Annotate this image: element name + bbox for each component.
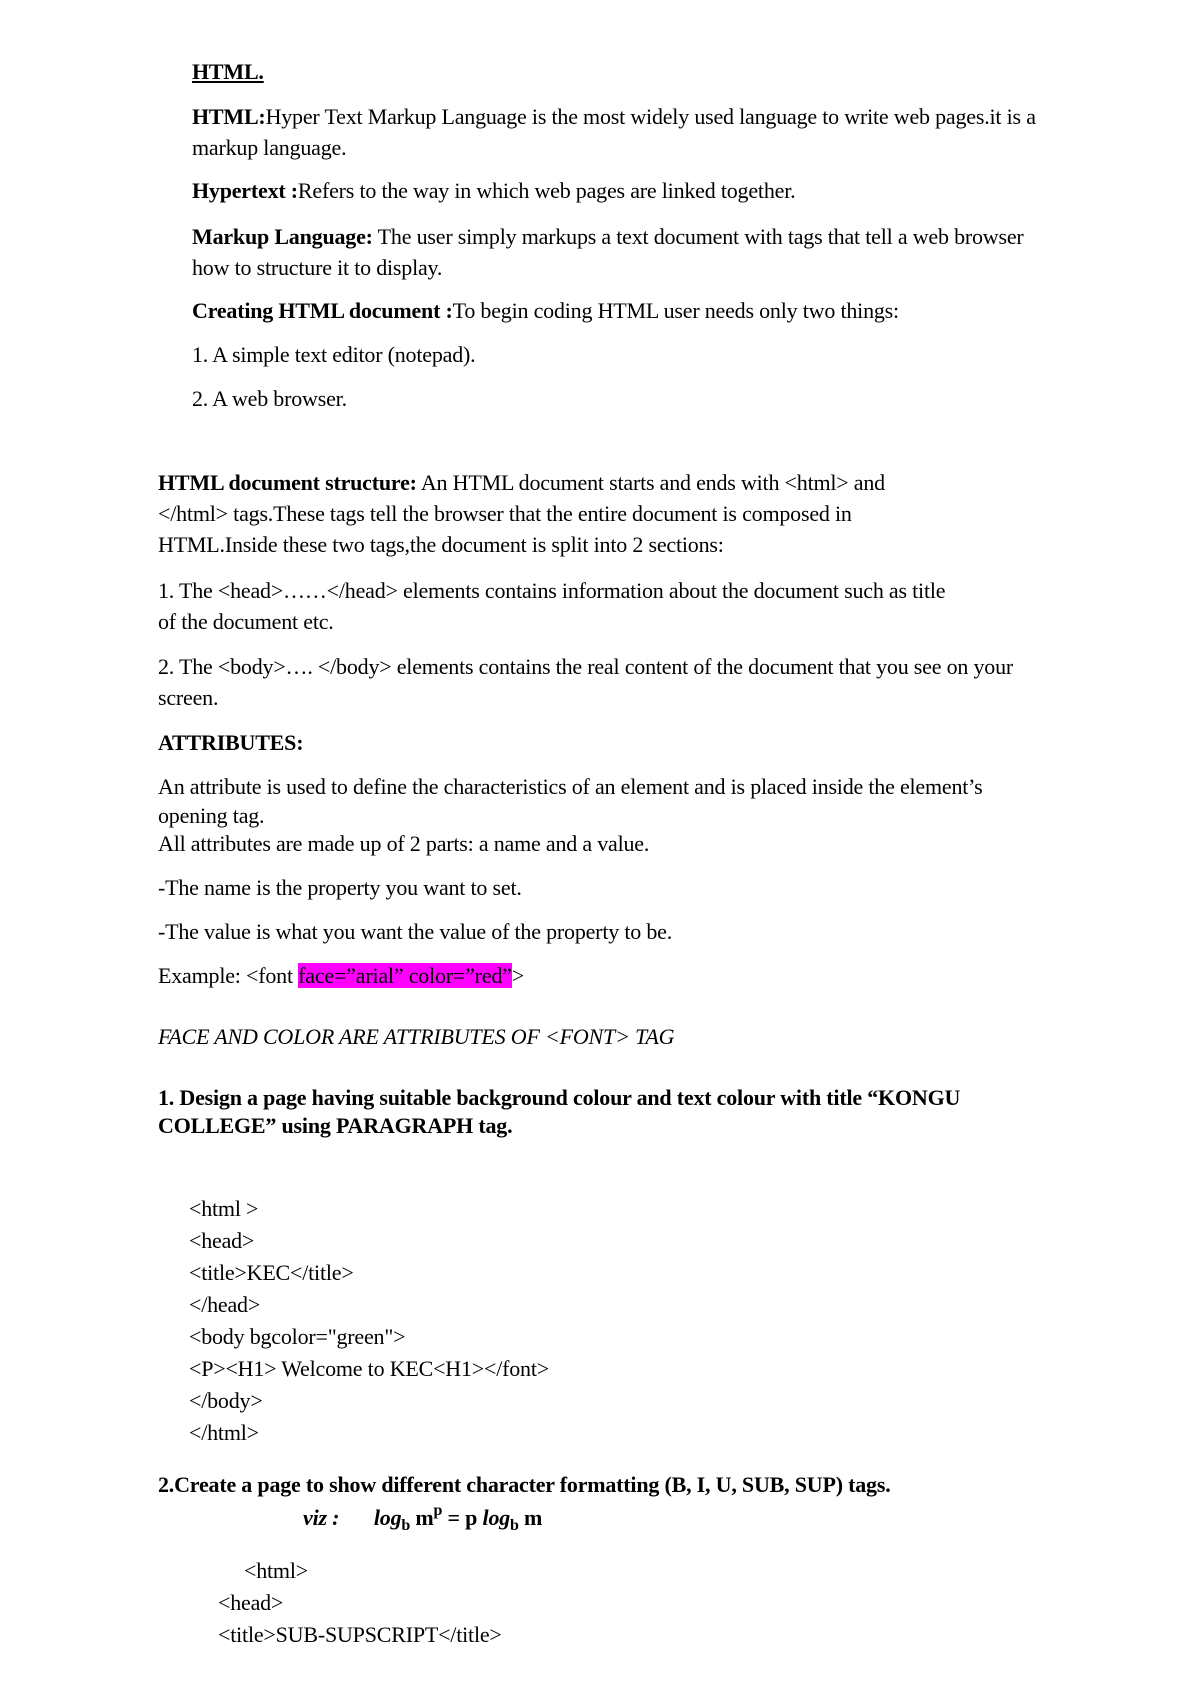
formula <box>303 1500 542 1537</box>
body-element-line1: 2. The <body>…. </body> elements contains the real content of the document that you see on your <box>158 654 1014 679</box>
structure-line3: HTML.Inside these two tags,the document is split into 2 sections: <box>158 532 724 557</box>
attribute-value-line: -The value is what you want the value of the property to be. <box>158 919 673 944</box>
attributes-note: FACE AND COLOR ARE ATTRIBUTES OF <FONT> TAG <box>158 1024 675 1049</box>
formula-log: log <box>373 1505 402 1530</box>
markup-definition-line2: how to structure it to display. <box>192 255 443 280</box>
structure-label: HTML document structure: <box>158 470 417 495</box>
hypertext-definition <box>192 176 795 207</box>
code-line: <title>SUB-SUPSCRIPT</title> <box>218 1622 502 1647</box>
exercise2-title: 2.Create a page to show different character formatting (B, I, U, SUB, SUP) tags. <box>158 1472 891 1497</box>
code-line: <head> <box>218 1590 284 1615</box>
code-line: <P><H1> Welcome to KEC<H1></font> <box>189 1356 549 1381</box>
formula-sup-p: p <box>433 1502 443 1519</box>
creating-text: To begin coding HTML user needs only two things: <box>452 298 899 323</box>
formula-m2: m <box>518 1505 543 1530</box>
body-element-line2: screen. <box>158 685 219 710</box>
viz-label: viz : <box>303 1505 340 1530</box>
formula-sub-b: b <box>401 1517 411 1534</box>
example-suffix: > <box>511 963 524 988</box>
attributes-heading: ATTRIBUTES: <box>158 730 304 755</box>
html-definition-line2: markup language. <box>192 135 347 160</box>
creating-label: Creating HTML document : <box>192 298 453 323</box>
code-line: <head> <box>189 1228 255 1253</box>
list-item: 1. A simple text editor (notepad). <box>192 342 476 367</box>
html-definition-label: HTML: <box>192 104 266 129</box>
hypertext-label: Hypertext : <box>192 178 298 203</box>
formula-eq: = p <box>442 1505 483 1530</box>
code-line: </head> <box>189 1292 261 1317</box>
code-line: <html > <box>189 1196 259 1221</box>
markup-text: The user simply markups a text document with tags that tell a web browser <box>372 224 1024 249</box>
attributes-line3: All attributes are made up of 2 parts: a name and a value. <box>158 831 650 856</box>
markup-definition-line1 <box>192 222 1024 253</box>
heading-html: HTML. <box>192 59 264 84</box>
attributes-line2: opening tag. <box>158 803 265 828</box>
example-highlight: face=”arial” color=”red” <box>298 963 512 988</box>
attribute-example <box>158 961 524 992</box>
code-line: <title>KEC</title> <box>189 1260 354 1285</box>
exercise1-title-line1: 1. Design a page having suitable background colour and text colour with title “KONGU <box>158 1085 961 1110</box>
attributes-line1: An attribute is used to define the characteristics of an element and is placed inside the element’s <box>158 774 983 799</box>
example-prefix: Example: <font <box>158 963 299 988</box>
markup-label: Markup Language: <box>192 224 373 249</box>
code-line: <html> <box>244 1558 308 1583</box>
attribute-name-line: -The name is the property you want to set. <box>158 875 522 900</box>
html-definition-line1 <box>192 102 1036 133</box>
structure-line2: </html> tags.These tags tell the browser that the entire document is composed in <box>158 501 852 526</box>
head-element-line1: 1. The <head>……</head> elements contains information about the document such as title <box>158 578 946 603</box>
formula-log2: log <box>482 1505 511 1530</box>
formula-m: m <box>410 1505 434 1530</box>
exercise1-title-line2: COLLEGE” using PARAGRAPH tag. <box>158 1113 513 1138</box>
code-line: </body> <box>189 1388 263 1413</box>
head-element-line2: of the document etc. <box>158 609 334 634</box>
html-definition-text: Hyper Text Markup Language is the most widely used language to write web pages.it is a <box>265 104 1036 129</box>
formula-sub-b2: b <box>510 1517 519 1534</box>
code-line: </html> <box>189 1420 259 1445</box>
list-item: 2. A web browser. <box>192 386 347 411</box>
structure-text: An HTML document starts and ends with <html> and <box>416 470 885 495</box>
hypertext-text: Refers to the way in which web pages are linked together. <box>297 178 796 203</box>
code-line: <body bgcolor="green"> <box>189 1324 406 1349</box>
structure-line1 <box>158 468 885 499</box>
creating-document <box>192 296 899 327</box>
